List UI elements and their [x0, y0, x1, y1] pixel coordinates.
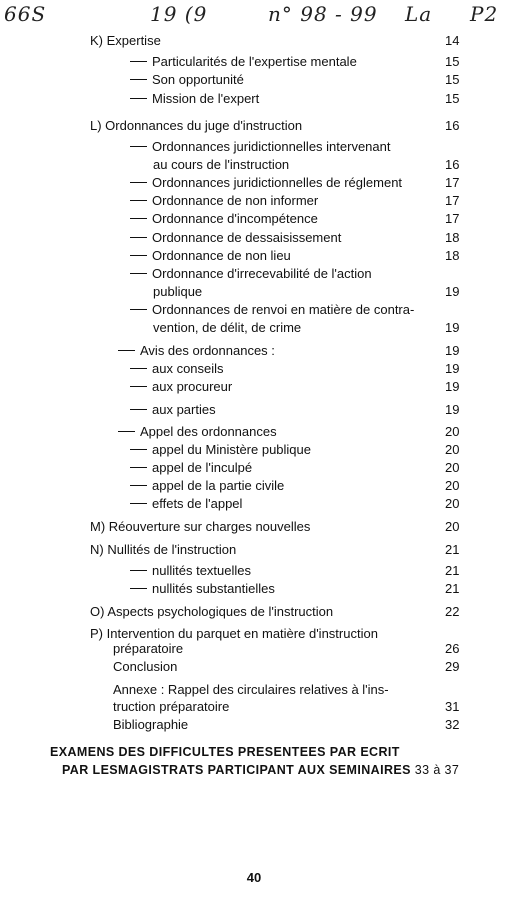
toc-entry-text: P) Intervention du parquet en matière d'instruction	[90, 626, 378, 641]
exam-page-range: 33 à 37	[414, 763, 460, 777]
em-dash-marker	[130, 255, 147, 257]
toc-entry-page: 15	[445, 91, 460, 106]
em-dash-marker	[130, 386, 147, 388]
toc-entry-text: Annexe : Rappel des circulaires relatives à l'ins-	[113, 682, 389, 697]
toc-entry-text: Ordonnance d'incompétence	[152, 211, 318, 226]
toc-entry-page: 15	[445, 72, 460, 87]
toc-entry-text: Son opportunité	[152, 72, 244, 87]
toc-entry-page: 21	[445, 542, 460, 557]
toc-entry-label	[130, 54, 357, 70]
toc-entry-text: Ordonnance de non informer	[152, 193, 319, 208]
toc-entry-page: 20	[445, 478, 460, 493]
em-dash-marker	[130, 449, 147, 451]
toc-entry-page: 29	[445, 659, 460, 674]
toc-entry-page: 15	[445, 54, 460, 69]
em-dash-marker	[130, 409, 147, 411]
toc-entry-page: 17	[445, 175, 460, 190]
toc-entry-page: 20	[445, 442, 460, 457]
toc-entry-label	[130, 460, 252, 476]
toc-entry-label	[90, 626, 378, 642]
em-dash-marker	[130, 200, 147, 202]
em-dash-marker	[130, 61, 147, 63]
em-dash-marker	[130, 368, 147, 370]
toc-entry-label	[113, 717, 188, 733]
toc-entry-text: appel de l'inculpé	[152, 460, 253, 475]
toc-entry-page: 19	[445, 320, 460, 335]
toc-entry-label	[130, 266, 372, 282]
toc-entry-label	[90, 604, 333, 620]
toc-entry-page: 17	[445, 211, 460, 226]
toc-entry-text: Avis des ordonnances :	[140, 343, 275, 358]
toc-entry-label	[130, 496, 242, 512]
em-dash-marker	[130, 146, 147, 148]
em-dash-marker	[130, 273, 147, 275]
handwritten-note-4: La	[405, 2, 433, 26]
toc-entry-label	[90, 542, 236, 558]
em-dash-marker	[130, 218, 147, 220]
toc-entry-text: Conclusion	[113, 659, 178, 674]
toc-entry-label	[130, 581, 275, 597]
exam-heading-line-2	[62, 763, 459, 777]
em-dash-marker	[130, 570, 147, 572]
toc-entry-label	[130, 91, 259, 107]
em-dash-marker	[118, 350, 135, 352]
em-dash-marker	[130, 503, 147, 505]
em-dash-marker	[130, 309, 147, 311]
toc-entry-label	[130, 175, 402, 191]
toc-entry-text: N) Nullités de l'instruction	[90, 542, 237, 557]
toc-entry-label	[153, 157, 289, 173]
em-dash-marker	[130, 182, 147, 184]
toc-entry-text: appel du Ministère publique	[152, 442, 311, 457]
toc-entry-text: Bibliographie	[113, 717, 189, 732]
toc-entry-page: 26	[445, 641, 460, 656]
toc-entry-page: 22	[445, 604, 460, 619]
toc-entry-text: au cours de l'instruction	[153, 157, 290, 172]
toc-entry-label	[130, 563, 251, 579]
toc-entry-text: Mission de l'expert	[152, 91, 260, 106]
toc-entry-text: M) Réouverture sur charges nouvelles	[90, 519, 311, 534]
toc-entry-page: 18	[445, 230, 460, 245]
toc-entry-page: 19	[445, 284, 460, 299]
toc-entry-label	[130, 302, 414, 318]
toc-entry-label	[113, 659, 177, 675]
toc-entry-text: aux conseils	[152, 361, 224, 376]
toc-entry-text: publique	[153, 284, 203, 299]
toc-entry-label	[130, 379, 232, 395]
toc-entry-text: Ordonnances juridictionnelles de réglement	[152, 175, 403, 190]
toc-entry-text: O) Aspects psychologiques de l'instruction	[90, 604, 334, 619]
toc-entry-page: 20	[445, 519, 460, 534]
toc-entry-label	[130, 211, 318, 227]
toc-entry-page: 31	[445, 699, 460, 714]
toc-entry-text: aux parties	[152, 402, 216, 417]
toc-entry-page: 20	[445, 424, 460, 439]
toc-entry-text: L) Ordonnances du juge d'instruction	[90, 118, 303, 133]
toc-entry-text: préparatoire	[113, 641, 184, 656]
toc-entry-label	[113, 699, 229, 715]
em-dash-marker	[118, 431, 135, 433]
toc-entry-label	[130, 361, 224, 377]
toc-entry-page: 21	[445, 581, 460, 596]
toc-entry-label	[113, 641, 183, 657]
toc-entry-label	[130, 72, 244, 88]
toc-entry-label	[130, 230, 341, 246]
toc-entry-page: 19	[445, 379, 460, 394]
toc-entry-label	[118, 343, 275, 359]
em-dash-marker	[130, 467, 147, 469]
toc-entry-label	[153, 320, 301, 336]
toc-entry-text: nullités substantielles	[152, 581, 275, 596]
toc-entry-text: Ordonnance de dessaisissement	[152, 230, 342, 245]
em-dash-marker	[130, 237, 147, 239]
toc-entry-label	[130, 478, 284, 494]
handwritten-note-3: n° 98 - 99	[268, 2, 378, 26]
toc-entry-text: Ordonnances de renvoi en matière de contra-	[152, 302, 415, 317]
toc-entry-page: 20	[445, 496, 460, 511]
toc-entry-page: 17	[445, 193, 460, 208]
toc-entry-label	[90, 519, 310, 535]
toc-entry-text: effets de l'appel	[152, 496, 243, 511]
toc-entry-page: 19	[445, 361, 460, 376]
page-number: 40	[246, 870, 262, 885]
toc-entry-label	[130, 248, 291, 264]
toc-entry-text: Appel des ordonnances	[140, 424, 277, 439]
toc-entry-text: Ordonnances juridictionnelles intervenant	[152, 139, 391, 154]
toc-entry-page: 19	[445, 402, 460, 417]
toc-entry-text: aux procureur	[152, 379, 233, 394]
toc-entry-text: Particularités de l'expertise mentale	[152, 54, 357, 69]
em-dash-marker	[130, 98, 147, 100]
toc-entry-page: 32	[445, 717, 460, 732]
toc-entry-text: nullités textuelles	[152, 563, 251, 578]
em-dash-marker	[130, 485, 147, 487]
toc-entry-page: 19	[445, 343, 460, 358]
toc-entry-label	[118, 424, 277, 440]
toc-entry-text: K) Expertise	[90, 33, 161, 48]
toc-entry-page: 16	[445, 157, 460, 172]
toc-entry-page: 14	[445, 33, 460, 48]
toc-entry-label	[113, 682, 389, 698]
em-dash-marker	[130, 588, 147, 590]
toc-entry-text: truction préparatoire	[113, 699, 230, 714]
em-dash-marker	[130, 79, 147, 81]
toc-entry-label	[130, 193, 318, 209]
toc-entry-text: appel de la partie civile	[152, 478, 285, 493]
exam-heading-line-2-text: PAR LESMAGISTRATS PARTICIPANT AUX SEMINAIRES	[62, 763, 411, 777]
toc-entry-text: vention, de délit, de crime	[153, 320, 302, 335]
handwritten-note-2: 19 (9	[150, 2, 208, 26]
toc-entry-page: 20	[445, 460, 460, 475]
toc-entry-page: 16	[445, 118, 460, 133]
toc-entry-page: 18	[445, 248, 460, 263]
toc-entry-label	[130, 139, 390, 155]
toc-entry-label	[153, 284, 202, 300]
handwritten-note-1: 66S	[4, 2, 47, 26]
toc-entry-text: Ordonnance de non lieu	[152, 248, 291, 263]
exam-heading-line-1-text: EXAMENS DES DIFFICULTES PRESENTEES PAR ECRIT	[50, 745, 400, 759]
toc-entry-label	[90, 33, 161, 49]
toc-entry-label	[130, 402, 216, 418]
toc-entry-label	[90, 118, 302, 134]
handwritten-note-5: P2	[470, 2, 499, 26]
toc-entry-page: 21	[445, 563, 460, 578]
toc-entry-label	[130, 442, 311, 458]
toc-entry-text: Ordonnance d'irrecevabilité de l'action	[152, 266, 372, 281]
exam-heading-line-1	[50, 745, 400, 759]
